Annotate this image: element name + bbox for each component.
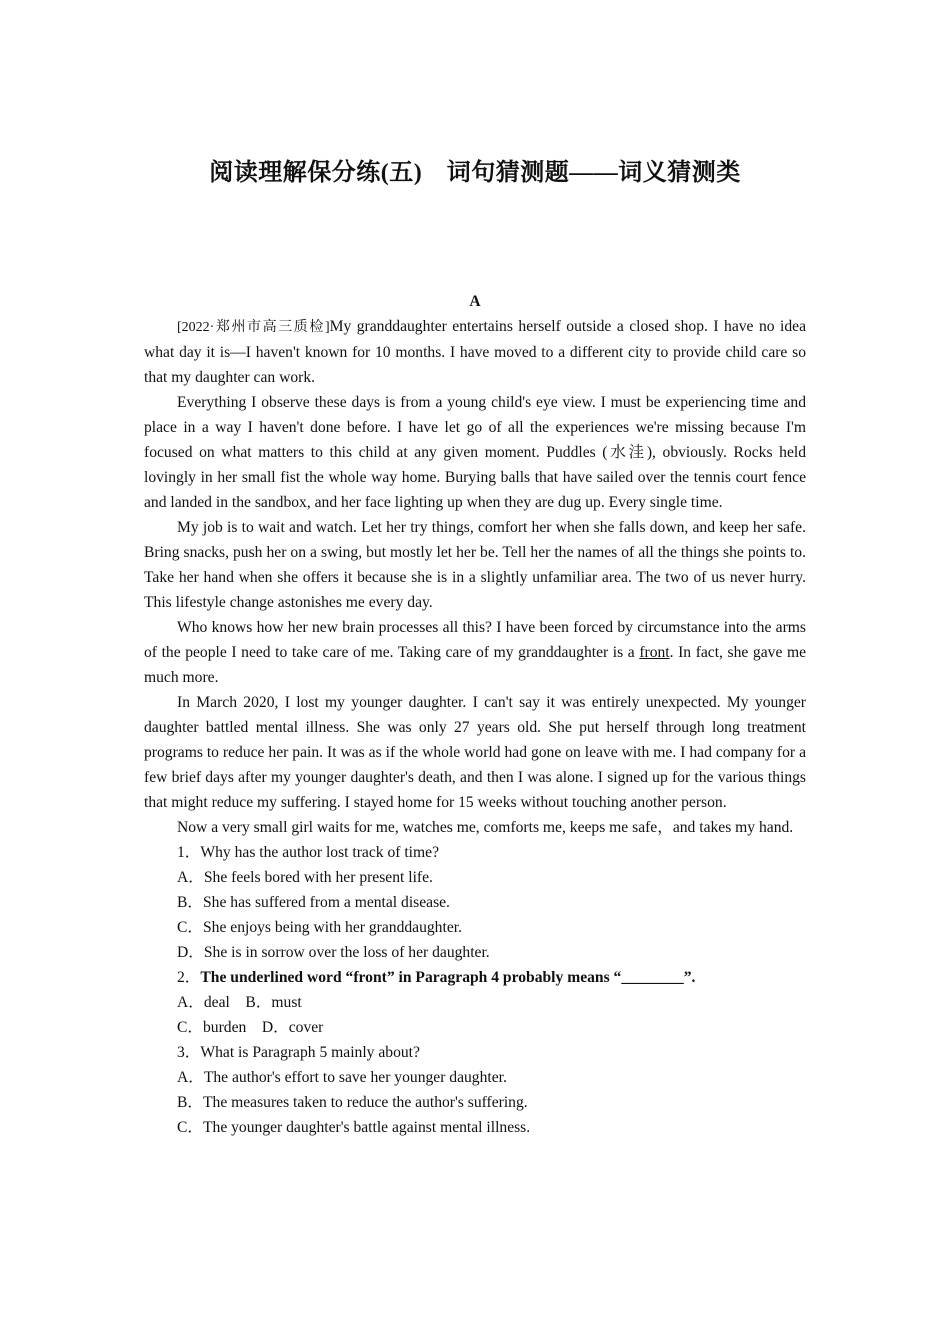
underlined-word: front <box>639 644 670 661</box>
section-label: A <box>469 293 481 310</box>
question-2-number: 2． <box>177 969 201 986</box>
source-citation: [2022·郑州市高三质检] <box>177 320 330 335</box>
question-3-option-b: B．The measures taken to reduce the author's suffering. <box>177 1094 528 1111</box>
question-1-option-d: D．She is in sorrow over the loss of her daughter. <box>177 944 490 961</box>
question-2-options-cd: C．burden D．cover <box>177 1019 324 1036</box>
question-1-option-b: B．She has suffered from a mental disease. <box>177 894 450 911</box>
paragraph-5: In March 2020, I lost my younger daughter. I can't say it was entirely unexpected. My younger daughter battled mental illness. She was only 27 years old. She put herself through long treatment programs to reduce her pain. It was as if the whole world had gone on leave with me. I had company for a few brief days after my younger daughter's death, and then I was alone. I signed up for the various things that might reduce my suffering. I stayed home for 15 weeks without touching another person. <box>144 694 806 811</box>
paragraph-1 <box>144 314 806 390</box>
question-2-options-ab: A．deal B．must <box>177 994 302 1011</box>
page-title: 阅读理解保分练(五) 词句猜测题——词义猜测类 <box>209 160 741 186</box>
paragraph-4 <box>144 615 806 690</box>
question-3-option-a: A．The author's effort to save her younger daughter. <box>177 1069 507 1086</box>
question-3-option-c: C．The younger daughter's battle against mental illness. <box>177 1119 531 1136</box>
paragraph-1-text: My granddaughter entertains herself outside a closed shop. I have no idea what day it is—I haven't known for 10 months. I have moved to a different city to provide child care so that my daughter can work. <box>144 318 806 386</box>
question-2-stem: The underlined word “front” in Paragraph 4 probably means “________”. <box>200 969 696 986</box>
question-1-stem: 1．Why has the author lost track of time? <box>177 844 439 861</box>
reading-content <box>144 289 806 1140</box>
question-1-option-c: C．She enjoys being with her granddaughter. <box>177 919 462 936</box>
question-2 <box>144 965 806 990</box>
question-1-option-a: A．She feels bored with her present life. <box>177 869 433 886</box>
paragraph-3: My job is to wait and watch. Let her try things, comfort her when she falls down, and keep her safe. Bring snacks, push her on a swing, but mostly let her be. Tell her the names of all the things she points to. Take her hand when she offers it because she is in a slightly unfamiliar area. The two of us never hurry. This lifestyle change astonishes me every day. <box>144 519 806 611</box>
paragraph-4-before: Who knows how her new brain processes all this? I have been forced by circumstance into the arms of the people I need to take care of me. Taking care of my granddaughter is a <box>144 619 806 661</box>
paragraph-6: Now a very small girl waits for me, watches me, comforts me, keeps me safe，and takes my hand. <box>177 819 794 836</box>
question-3-stem: 3．What is Paragraph 5 mainly about? <box>177 1044 420 1061</box>
paragraph-2: Everything I observe these days is from a young child's eye view. I must be experiencing time and place in a way I haven't done before. I have let go of all the experiences we're missing because I'm focused on what matters to this child at any given moment. Puddles (水洼), obviously. Rocks held lovingly in her small fist the whole way home. Burying balls that have sailed over the tennis court fence and landed in the sandbox, and her face lighting up when they are dug up. Every single time. <box>144 394 806 511</box>
paragraph-4-after: . In fact, she gave me much more. <box>144 644 807 686</box>
